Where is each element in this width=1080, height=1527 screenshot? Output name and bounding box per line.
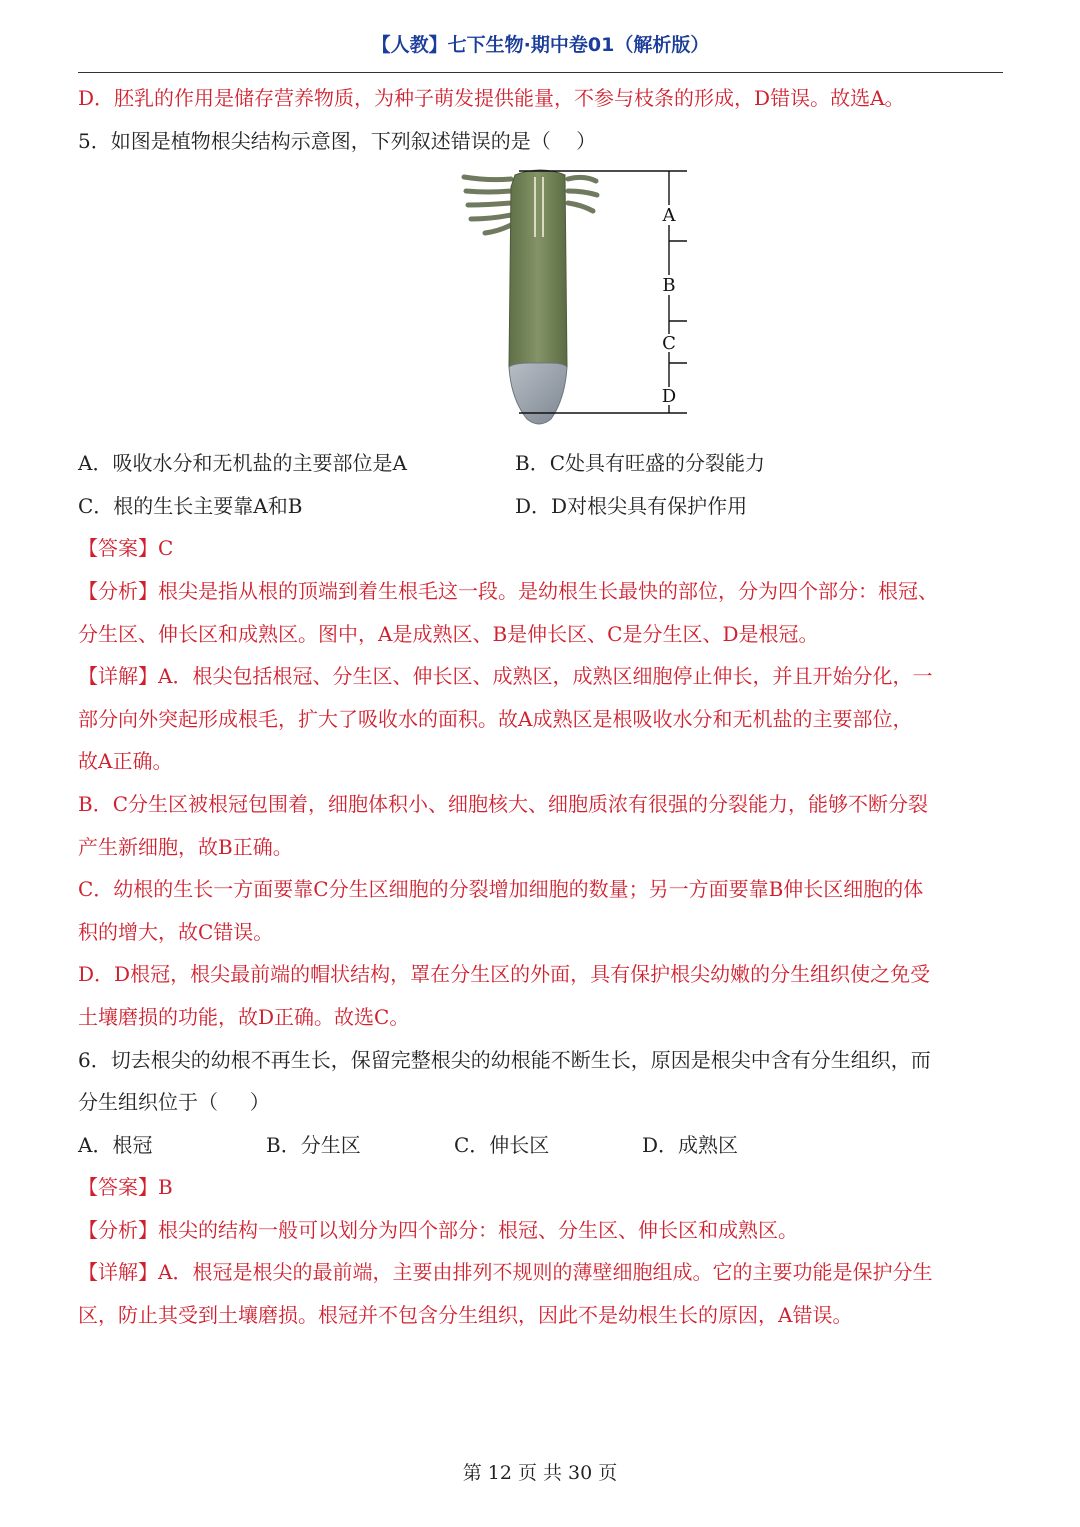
q6-options-row	[78, 1124, 1008, 1167]
page-header	[78, 28, 1003, 73]
q5-options-row-1	[78, 442, 1008, 485]
q6-option-d: D．成熟区	[642, 1132, 739, 1157]
q5-option-b: B．C处具有旺盛的分裂能力	[515, 451, 765, 476]
root-body	[509, 170, 567, 379]
q5-option-c: C．根的生长主要靠A和B	[78, 493, 303, 518]
q5-answer: 【答案】C	[78, 536, 174, 561]
root-tip-figure	[78, 162, 1008, 442]
q6-detail-a-line-2: 区，防止其受到土壤磨损。根冠并不包含分生组织，因此不是幼根生长的原因，A错误。	[78, 1303, 853, 1328]
root-tip-diagram	[459, 167, 719, 429]
q5-detail-c-line-2: 积的增大，故C错误。	[78, 919, 274, 944]
q6-analysis: 【分析】根尖的结构一般可以划分为四个部分：根冠、分生区、伸长区和成熟区。	[78, 1217, 798, 1242]
q6-option-a: A．根冠	[78, 1132, 153, 1157]
q6-stem-line-2: 分生组织位于（ ）	[78, 1090, 270, 1115]
q6-answer: 【答案】B	[78, 1175, 173, 1200]
header-title: 【人教】七下生物·期中卷01（解析版）	[371, 34, 710, 56]
q5-analysis-line-2: 分生区、伸长区和成熟区。图中，A是成熟区、B是伸长区、C是分生区、D是根冠。	[78, 621, 819, 646]
zone-label-b: B	[662, 275, 676, 297]
q4-option-d-explanation: D．胚乳的作用是储存营养物质，为种子萌发提供能量，不参与枝条的形成，D错误。故选A。	[78, 86, 905, 110]
q5-options-row-2	[78, 485, 1008, 528]
q5-detail-d-line-2: 土壤磨损的功能，故D正确。故选C。	[78, 1004, 410, 1029]
q6-option-c: C．伸长区	[454, 1132, 550, 1157]
q5-detail-d-line-1: D．D根冠，根尖最前端的帽状结构，罩在分生区的外面，具有保护根尖幼嫩的分生组织使之免受	[78, 962, 931, 987]
q5-analysis-line-1: 【分析】根尖是指从根的顶端到着生根毛这一段。是幼根生长最快的部位，分为四个部分：根冠、	[78, 578, 938, 603]
q6-option-b: B．分生区	[266, 1132, 361, 1157]
zone-label-a: A	[662, 205, 676, 227]
q5-detail-a-line-2: 部分向外突起形成根毛，扩大了吸收水的面积。故A成熟区是根吸收水分和无机盐的主要部位，	[78, 706, 913, 731]
root-cap	[509, 363, 567, 424]
q6-detail-a-line-1: 【详解】A．根冠是根尖的最前端，主要由排列不规则的薄壁细胞组成。它的主要功能是保护分生	[78, 1260, 933, 1285]
q5-detail-c-line-1: C．幼根的生长一方面要靠C分生区细胞的分裂增加细胞的数量；另一方面要靠B伸长区细胞的体	[78, 877, 924, 902]
zone-label-d: D	[661, 386, 677, 408]
q6-stem-line-1: 6．切去根尖的幼根不再生长，保留完整根尖的幼根能不断生长，原因是根尖中含有分生组织，而	[78, 1047, 931, 1072]
q5-option-a: A．吸收水分和无机盐的主要部位是A	[78, 451, 407, 476]
q5-detail-a-line-3: 故A正确。	[78, 749, 173, 774]
q5-stem: 5．如图是植物根尖结构示意图，下列叙述错误的是（ ）	[78, 128, 597, 153]
page-content	[78, 77, 1008, 1337]
q5-detail-b-line-2: 产生新细胞，故B正确。	[78, 834, 293, 859]
page-number: 第 12 页 共 30 页	[462, 1462, 618, 1484]
q5-detail-b-line-1: B．C分生区被根冠包围着，细胞体积小、细胞核大、细胞质浓有很强的分裂能力，能够不断分裂	[78, 791, 928, 816]
zone-label-c: C	[662, 333, 676, 355]
q5-detail-a-line-1: 【详解】A．根尖包括根冠、分生区、伸长区、成熟区，成熟区细胞停止伸长，并且开始分化，一	[78, 664, 933, 689]
q5-option-d: D．D对根尖具有保护作用	[515, 493, 748, 518]
